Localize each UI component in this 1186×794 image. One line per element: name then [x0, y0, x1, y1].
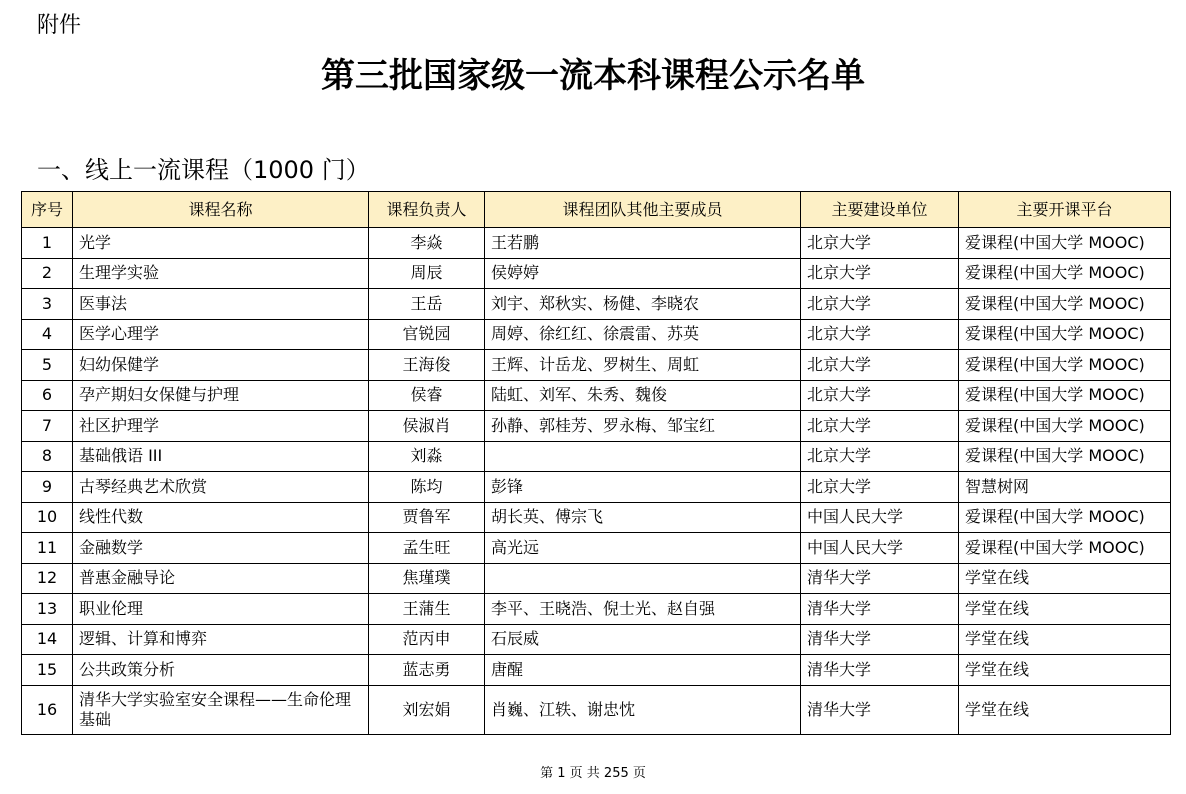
table-row [22, 594, 1171, 625]
cell-course-name: 基础俄语 III [73, 441, 369, 472]
table-row [22, 380, 1171, 411]
table-header-row [22, 192, 1171, 228]
cell-course-name: 职业伦理 [73, 594, 369, 625]
table-row [22, 685, 1171, 734]
cell-course-name: 公共政策分析 [73, 655, 369, 686]
cell-lead: 刘淼 [369, 441, 485, 472]
table-row [22, 533, 1171, 564]
cell-institution: 中国人民大学 [801, 533, 959, 564]
cell-index: 15 [22, 655, 73, 686]
cell-platform: 爱课程(中国大学 MOOC) [959, 533, 1171, 564]
cell-team: 王若鹏 [485, 228, 801, 259]
cell-course-name: 妇幼保健学 [73, 350, 369, 381]
table-row [22, 319, 1171, 350]
cell-platform: 爱课程(中国大学 MOOC) [959, 502, 1171, 533]
table-row [22, 258, 1171, 289]
cell-team: 李平、王晓浩、倪士光、赵自强 [485, 594, 801, 625]
cell-platform: 学堂在线 [959, 655, 1171, 686]
header-institution: 主要建设单位 [801, 192, 959, 228]
cell-index: 4 [22, 319, 73, 350]
cell-team: 周婷、徐红红、徐震雷、苏英 [485, 319, 801, 350]
header-course-name: 课程名称 [73, 192, 369, 228]
table-row [22, 624, 1171, 655]
cell-course-name: 社区护理学 [73, 411, 369, 442]
course-table [21, 191, 1171, 735]
cell-institution: 清华大学 [801, 655, 959, 686]
page-title: 第三批国家级一流本科课程公示名单 [321, 56, 865, 96]
table-row [22, 289, 1171, 320]
cell-team: 肖巍、江轶、谢忠忱 [485, 685, 801, 734]
cell-index: 13 [22, 594, 73, 625]
cell-lead: 刘宏娟 [369, 685, 485, 734]
cell-institution: 北京大学 [801, 289, 959, 320]
cell-platform: 爱课程(中国大学 MOOC) [959, 441, 1171, 472]
cell-index: 10 [22, 502, 73, 533]
cell-platform: 学堂在线 [959, 685, 1171, 734]
cell-platform: 爱课程(中国大学 MOOC) [959, 411, 1171, 442]
cell-lead: 周辰 [369, 258, 485, 289]
cell-institution: 北京大学 [801, 411, 959, 442]
table-row [22, 228, 1171, 259]
cell-platform: 学堂在线 [959, 594, 1171, 625]
cell-lead: 王岳 [369, 289, 485, 320]
cell-institution: 北京大学 [801, 258, 959, 289]
cell-team: 刘宇、郑秋实、杨健、李晓农 [485, 289, 801, 320]
cell-platform: 爱课程(中国大学 MOOC) [959, 319, 1171, 350]
cell-institution: 清华大学 [801, 594, 959, 625]
cell-institution: 北京大学 [801, 350, 959, 381]
page-footer: 第 1 页 共 255 页 [540, 766, 646, 781]
cell-course-name: 光学 [73, 228, 369, 259]
cell-lead: 侯睿 [369, 380, 485, 411]
cell-institution: 清华大学 [801, 563, 959, 594]
cell-team: 石辰威 [485, 624, 801, 655]
cell-index: 6 [22, 380, 73, 411]
cell-index: 3 [22, 289, 73, 320]
table-row [22, 655, 1171, 686]
cell-index: 1 [22, 228, 73, 259]
attachment-label: 附件 [37, 13, 82, 38]
cell-team [485, 563, 801, 594]
cell-team: 胡长英、傅宗飞 [485, 502, 801, 533]
cell-institution: 北京大学 [801, 319, 959, 350]
cell-platform: 爱课程(中国大学 MOOC) [959, 380, 1171, 411]
cell-institution: 清华大学 [801, 685, 959, 734]
cell-institution: 北京大学 [801, 228, 959, 259]
cell-team: 侯婷婷 [485, 258, 801, 289]
table-body [22, 228, 1171, 735]
header-platform: 主要开课平台 [959, 192, 1171, 228]
cell-platform: 智慧树网 [959, 472, 1171, 503]
cell-lead: 范丙申 [369, 624, 485, 655]
table-row [22, 411, 1171, 442]
cell-course-name: 清华大学实验室安全课程——生命伦理基础 [73, 685, 369, 734]
cell-course-name: 逻辑、计算和博弈 [73, 624, 369, 655]
cell-lead: 官锐园 [369, 319, 485, 350]
cell-lead: 贾鲁军 [369, 502, 485, 533]
cell-course-name: 孕产期妇女保健与护理 [73, 380, 369, 411]
cell-lead: 王蒲生 [369, 594, 485, 625]
table-row [22, 502, 1171, 533]
cell-institution: 清华大学 [801, 624, 959, 655]
cell-course-name: 生理学实验 [73, 258, 369, 289]
cell-index: 2 [22, 258, 73, 289]
cell-index: 5 [22, 350, 73, 381]
cell-team: 孙静、郭桂芳、罗永梅、邹宝红 [485, 411, 801, 442]
cell-lead: 陈均 [369, 472, 485, 503]
header-lead: 课程负责人 [369, 192, 485, 228]
cell-institution: 北京大学 [801, 472, 959, 503]
cell-lead: 蓝志勇 [369, 655, 485, 686]
cell-lead: 孟生旺 [369, 533, 485, 564]
cell-team: 高光远 [485, 533, 801, 564]
cell-platform: 爱课程(中国大学 MOOC) [959, 289, 1171, 320]
cell-index: 12 [22, 563, 73, 594]
cell-institution: 北京大学 [801, 441, 959, 472]
cell-index: 7 [22, 411, 73, 442]
cell-index: 16 [22, 685, 73, 734]
cell-course-name: 古琴经典艺术欣赏 [73, 472, 369, 503]
cell-team: 彭锋 [485, 472, 801, 503]
cell-lead: 王海俊 [369, 350, 485, 381]
header-team: 课程团队其他主要成员 [485, 192, 801, 228]
cell-lead: 侯淑肖 [369, 411, 485, 442]
cell-platform: 爱课程(中国大学 MOOC) [959, 258, 1171, 289]
cell-platform: 学堂在线 [959, 563, 1171, 594]
cell-team [485, 441, 801, 472]
cell-platform: 学堂在线 [959, 624, 1171, 655]
cell-course-name: 普惠金融导论 [73, 563, 369, 594]
cell-institution: 中国人民大学 [801, 502, 959, 533]
cell-course-name: 医事法 [73, 289, 369, 320]
cell-platform: 爱课程(中国大学 MOOC) [959, 228, 1171, 259]
cell-index: 14 [22, 624, 73, 655]
section-heading: 一、线上一流课程（1000 门） [37, 156, 370, 184]
table-row [22, 472, 1171, 503]
cell-platform: 爱课程(中国大学 MOOC) [959, 350, 1171, 381]
cell-team: 陆虹、刘军、朱秀、魏俊 [485, 380, 801, 411]
cell-index: 8 [22, 441, 73, 472]
cell-institution: 北京大学 [801, 380, 959, 411]
cell-course-name: 医学心理学 [73, 319, 369, 350]
cell-team: 唐醒 [485, 655, 801, 686]
cell-lead: 李焱 [369, 228, 485, 259]
cell-team: 王辉、计岳龙、罗树生、周虹 [485, 350, 801, 381]
cell-index: 9 [22, 472, 73, 503]
cell-course-name: 金融数学 [73, 533, 369, 564]
table-row [22, 563, 1171, 594]
cell-lead: 焦瑾璞 [369, 563, 485, 594]
cell-index: 11 [22, 533, 73, 564]
cell-course-name: 线性代数 [73, 502, 369, 533]
table-row [22, 441, 1171, 472]
table-row [22, 350, 1171, 381]
header-index: 序号 [22, 192, 73, 228]
